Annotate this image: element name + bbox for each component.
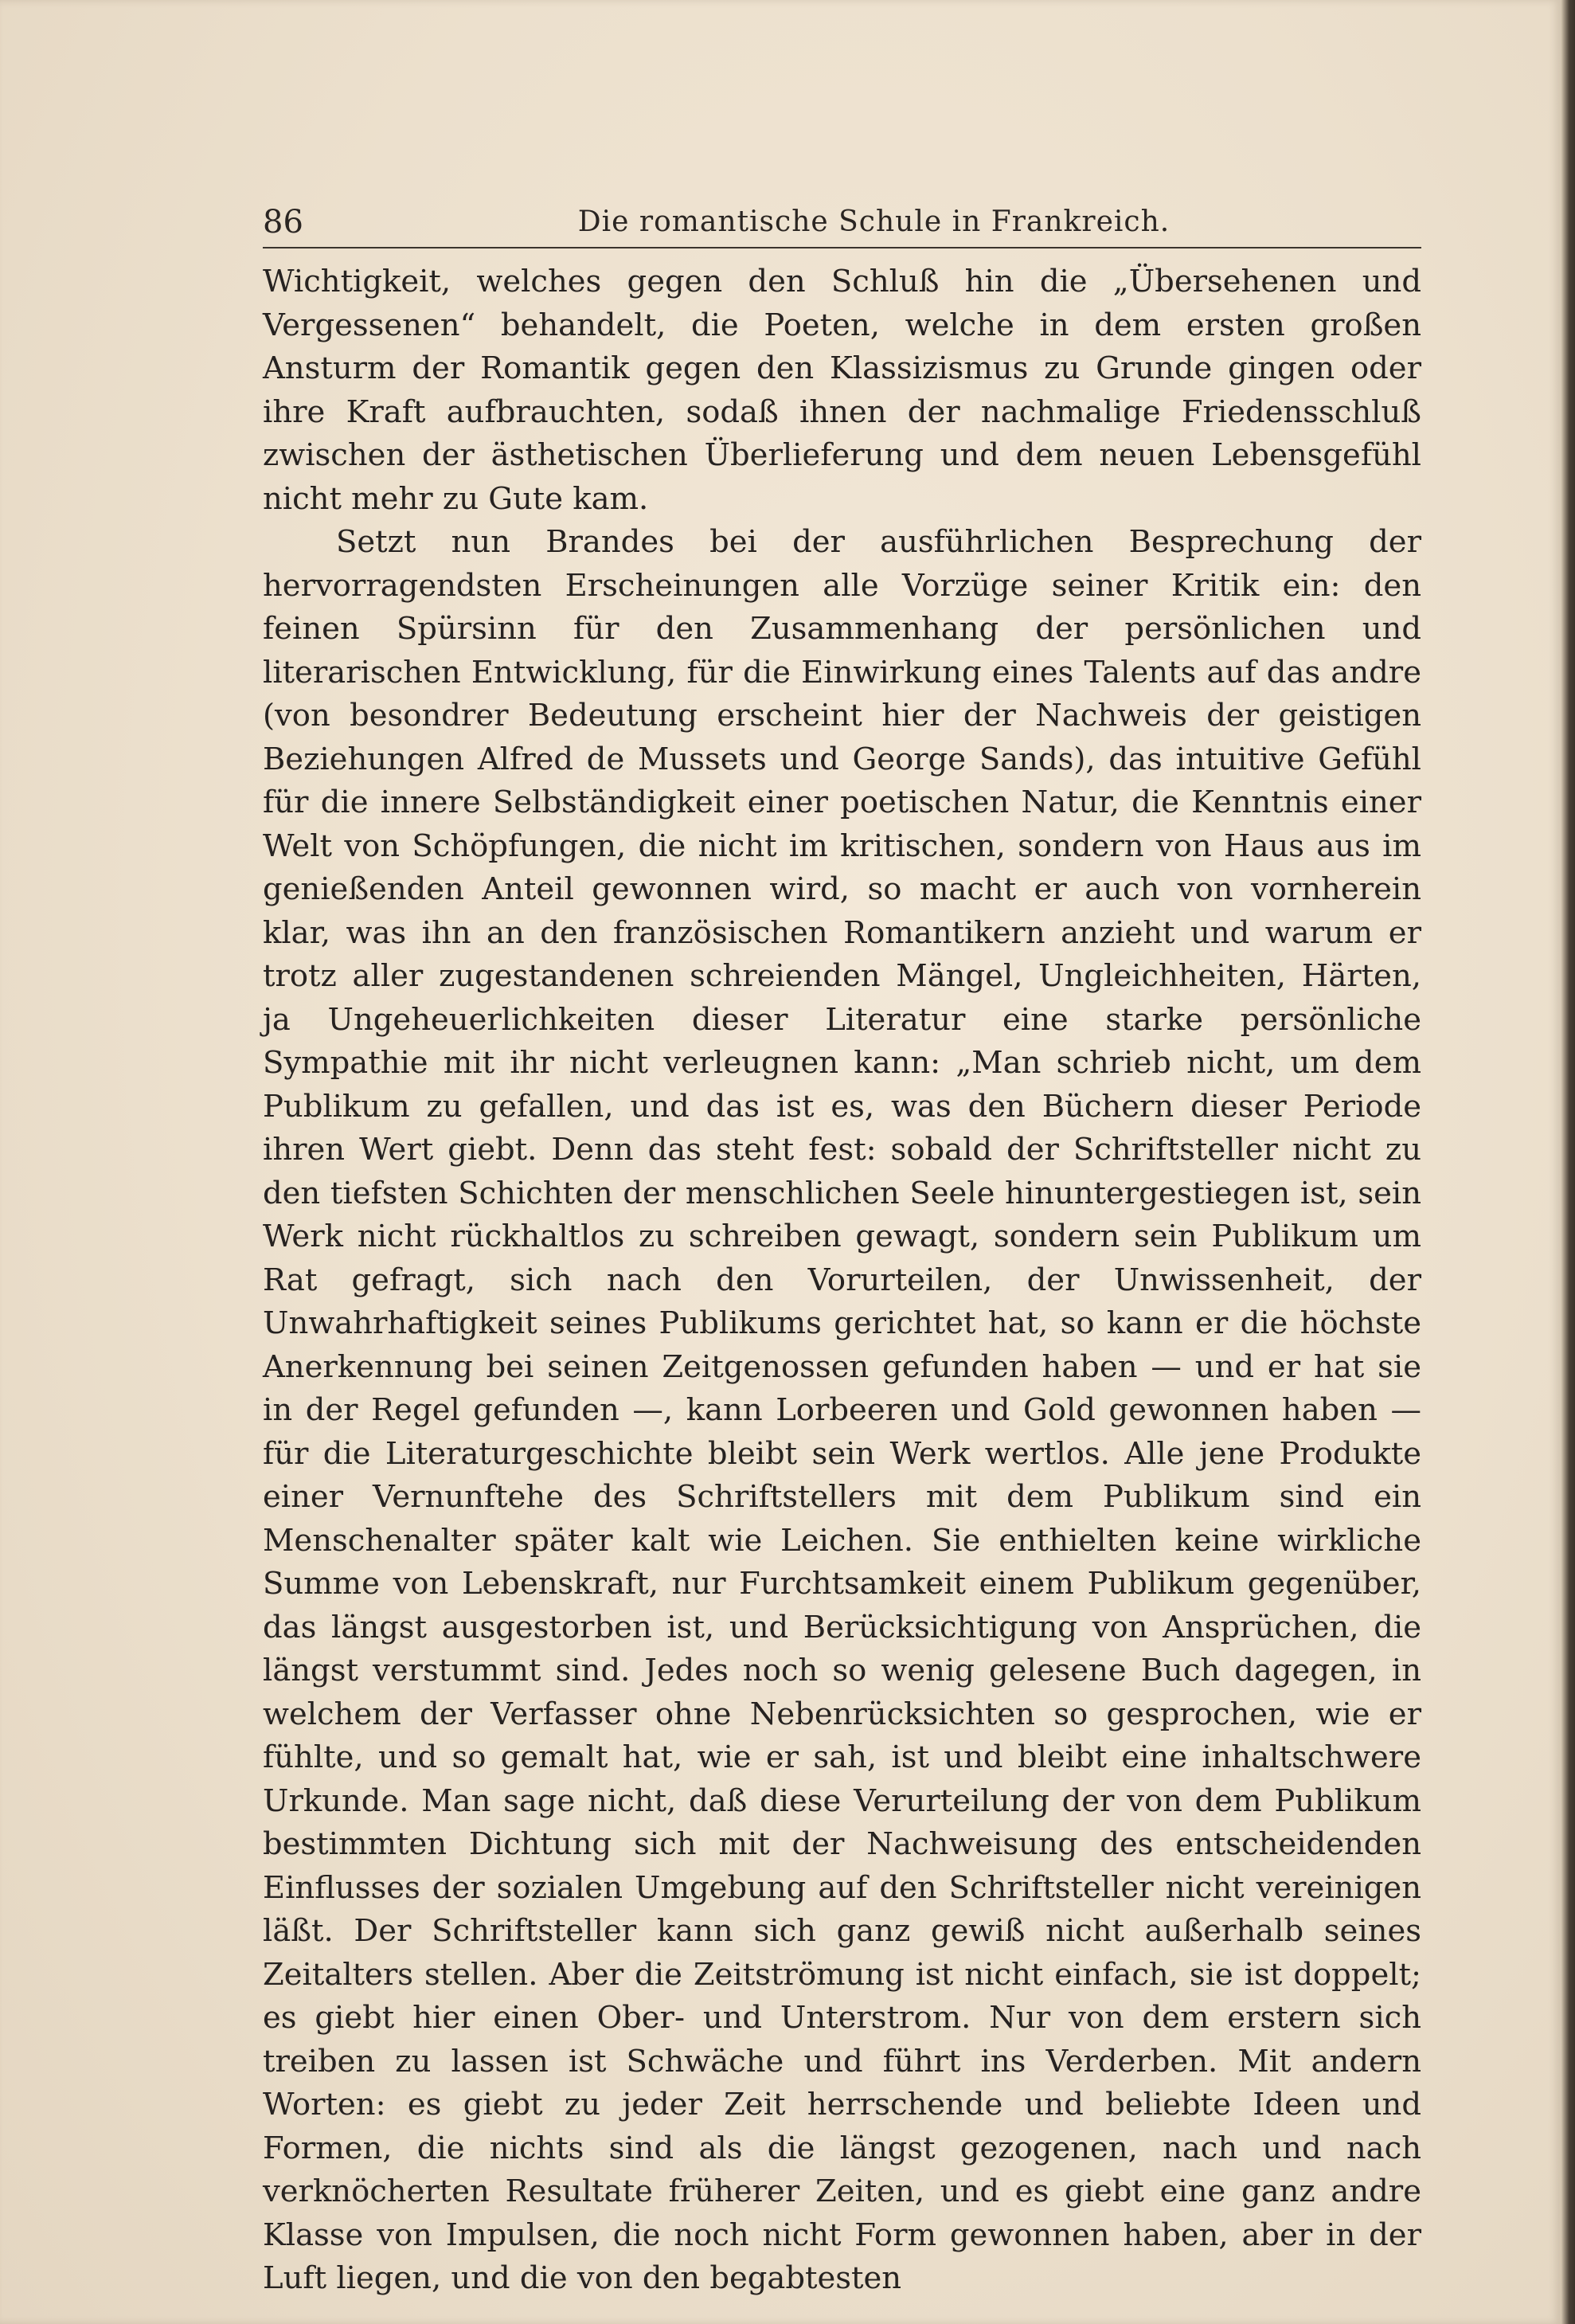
paragraph: Wichtigkeit, welches gegen den Schluß hin die „Übersehenen und Vergessenen“ behandelt, die Poeten, welche in dem ersten großen Ansturm der Romantik gegen den Klassizismus zu Grunde gingen oder ihre Kraft aufbrauchten, sodaß ihnen der nachmalige Friedensschluß zwischen der ästhetischen Überlieferung und dem neuen Lebensgefühl nicht mehr zu Gute kam.: [263, 264, 1421, 517]
page-edge: [1561, 0, 1575, 2324]
body-text: [263, 260, 1421, 2301]
page-number: 86: [263, 204, 303, 241]
paragraph: Setzt nun Brandes bei der ausführlichen Besprechung der hervorragendsten Erscheinungen alle Vorzüge seiner Kritik ein: den feinen Spürsinn für den Zusammenhang der persönlichen und literarischen Entwicklung, für die Einwirkung eines Talents auf das andre (von besondrer Bedeutung erscheint hier der Nachweis der geistigen Beziehungen Alfred de Mussets und George Sands), das intuitive Gefühl für die innere Selbständigkeit einer poetischen Natur, die Kenntnis einer Welt von Schöpfungen, die nicht im kritischen, sondern von Haus aus im genießenden Anteil gewonnen wird, so macht er auch von vornherein klar, was ihn an den französischen Romantikern anzieht und warum er trotz aller zugestandenen schreienden Mängel, Ungleichheiten, Härten, ja Ungeheuerlichkeiten dieser Literatur eine starke persönliche Sympathie mit ihr nicht verleugnen kann: „Man schrieb nicht, um dem Publikum zu gefallen, und das ist es, was den Büchern dieser Periode ihren Wert giebt. Denn das steht fest: sobald der Schriftsteller nicht zu den tiefsten Schichten der menschlichen Seele hinuntergestiegen ist, sein Werk nicht rückhaltlos zu schreiben gewagt, sondern sein Publikum um Rat gefragt, sich nach den Vorurteilen, der Unwissenheit, der Unwahrhaftigkeit seines Publikums gerichtet hat, so kann er die höchste Anerkennung bei seinen Zeitgenossen gefunden haben — und er hat sie in der Regel gefunden —, kann Lorbeeren und Gold gewonnen haben — für die Literaturgeschichte bleibt sein Werk wertlos. Alle jene Produkte einer Vernunftehe des Schriftstellers mit dem Publikum sind ein Menschenalter später kalt wie Leichen. Sie enthielten keine wirkliche Summe von Lebenskraft, nur Furchtsamkeit einem Publikum gegenüber, das längst ausgestorben ist, und Berücksichtigung von Ansprüchen, die längst verstummt sind. Jedes noch so wenig gelesene Buch dagegen, in welchem der Verfasser ohne Nebenrücksichten so gesprochen, wie er fühlte, und so gemalt hat, wie er sah, ist und bleibt eine inhaltschwere Urkunde. Man sage nicht, daß diese Verurteilung der von dem Publikum bestimmten Dichtung sich mit der Nachweisung des entscheidenden Einflusses der sozialen Umgebung auf den Schriftsteller nicht vereinigen läßt. Der Schriftsteller kann sich ganz gewiß nicht außerhalb seines Zeitalters stellen. Aber die Zeitströmung ist nicht einfach, sie ist doppelt; es giebt hier einen Ober- und Unterstrom. Nur von dem erstern sich treiben zu lassen ist Schwäche und führt ins Verderben. Mit andern Worten: es giebt zu jeder Zeit herrschende und beliebte Ideen und Formen, die nichts sind als die längst gezogenen, nach und nach verknöcherten Resultate früherer Zeiten, und es giebt eine ganz andre Klasse von Impulsen, die noch nicht Form gewonnen haben, aber in der Luft liegen, und die von den begabtesten: [263, 524, 1421, 2296]
running-title: Die romantische Schule in Frankreich.: [577, 205, 1171, 238]
page-header: [263, 199, 1421, 248]
